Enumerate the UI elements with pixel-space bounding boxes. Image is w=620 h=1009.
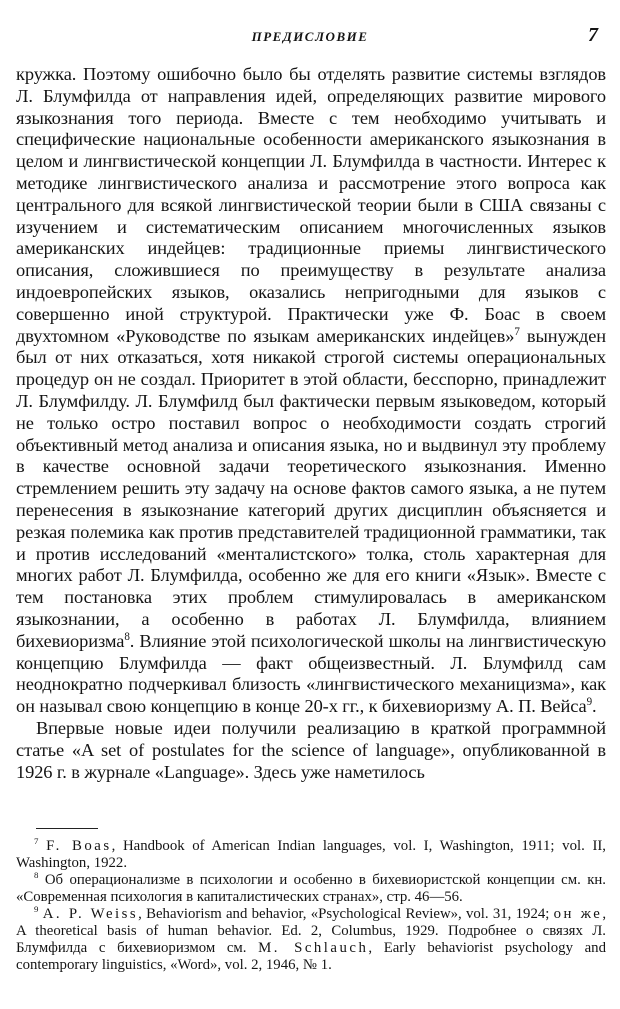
footnote-9-text-cont: , A theoretical basis of human behavior. Ed. 2, Columbus, 1929. Подробнее о связях Л. Блумфилда с бихевиоризмом см. — [16, 906, 607, 956]
paragraph-1-text: кружка. Поэтому ошибочно было бы отделять развитие системы взглядов Л. Блумфилда от направления идей, определяющих развитие мирового языкознания того периода. Вместе с тем необходимо учитывать и специфические национальные особенности американского языкознания в целом и лингвистической концепции Л. Блумфилда в частности. Интерес к методике лингвистического анализа и рассмотрение этого вопроса как центрального для всякой лингвистической теории были в США связаны с изучением и систематическим описанием многочисленных языков американских индейцев: традиционные приемы лингвистического описания, сложившиеся по преимуществу в результате анализа индоевропейских языков, оказались непригодными для языков с совершенно иной структурой. Практически уже Ф. Боас в своем двухтомном «Руководстве по языкам американских индейцев» — [16, 64, 606, 346]
page-number: 7 — [588, 24, 598, 46]
footnote-9-text: , Behaviorism and behavior, «Psychological Review», vol. 31, 1924; — [138, 906, 554, 922]
footnote-ref-9: 9 — [586, 695, 593, 708]
running-head — [0, 26, 620, 50]
footnote-8-text: Об операционализме в психологии и особенно в бихевиористской концепции см. кн. «Современная психология в капиталистических странах», стр. 46—56. — [16, 872, 607, 905]
body-text — [16, 64, 606, 783]
footnote-9-mark: 9 — [34, 904, 39, 915]
footnote-9 — [16, 906, 606, 974]
footnote-7-mark: 7 — [34, 836, 39, 847]
footnotes — [16, 838, 606, 974]
footnote-ref-7: 7 — [514, 325, 520, 338]
footnote-7-author: F. Boas — [46, 838, 112, 854]
footnote-9-text-end: , Early behaviorist psychology and contemporary linguistics, «Word», vol. 2, 1946, № 1. — [16, 940, 606, 973]
footnote-7 — [16, 838, 606, 872]
running-title: ПРЕДИСЛОВИЕ — [251, 29, 369, 44]
paragraph-1 — [16, 64, 606, 718]
paragraph-2-text: Впервые новые идеи получили реализацию в краткой программной статье «A set of postulates for the science of language», опубликованной в 1926 г. в журнале «Language». Здесь уже наметилось — [16, 717, 606, 782]
footnote-9-ibid: он же — [553, 906, 603, 922]
footnote-divider — [36, 828, 98, 829]
footnote-9-author: A. P. Weiss — [42, 906, 139, 922]
footnote-8 — [16, 872, 606, 906]
paragraph-1-text-cont2: . Влияние этой психологической школы на лингвистическую концепцию Блумфилда — факт общеизвестный. Л. Блумфилд сам неоднократно подчеркивал близость «лингвистического механицизма», как он называл свою концепцию в конце 20-х гг., к бихевиоризму А. П. Вейса — [16, 630, 606, 717]
footnote-9-author-2: M. Schlauch — [258, 940, 369, 956]
paragraph-1-text-cont: вынужден был от них отказаться, хотя никакой строгой системы операциональных процедур он не создал. Приоритет в этой области, бесспорно, принадлежит Л. Блумфилду. Л. Блумфилд был фактически первым языковедом, который не только остро поставил вопрос о необходимости создать строгий объективный метод анализа и описания языка, но и выдвинул эту проблему в качестве основной задачи теоретического языкознания. Именно стремлением решить эту задачу на основе фактов самого языка, а не путем перенесения в языкознание категорий других дисциплин объясняется и резкая полемика как против представителей традиционной грамматики, так и против исследований «менталистского» толка, столь характерная для многих работ Л. Блумфилда, особенно же для его книги «Язык». Вместе с тем постановка этих проблем стимулировалась в американском языкознании, а особенно в работах Л. Блумфилда, влиянием бихевиоризма — [16, 325, 607, 651]
footnote-ref-8: 8 — [124, 630, 130, 643]
paragraph-1-end: . — [592, 696, 597, 717]
footnote-8-mark: 8 — [34, 870, 39, 881]
footnote-7-text: , Handbook of American Indian languages, vol. I, Washington, 1911; vol. II, Washington, 1922. — [16, 838, 606, 871]
paragraph-2 — [16, 718, 606, 783]
